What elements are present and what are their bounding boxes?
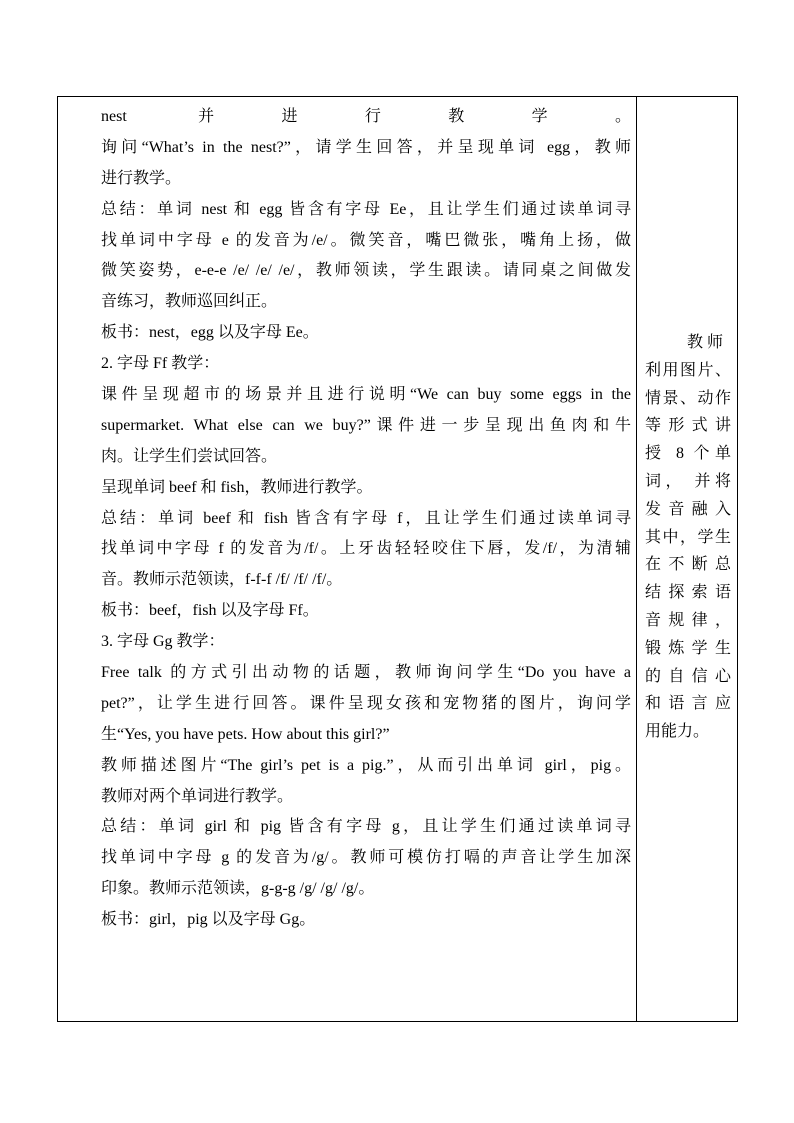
side-text-line: 情景、动作	[645, 389, 731, 407]
text-line: 找单词中字母 f 的发音为/f/。上牙齿轻轻咬住下唇，发/f/，为清辅	[101, 540, 631, 558]
text-line: 肉。让学生们尝试回答。	[101, 447, 278, 465]
side-text-line: 锻炼学生	[645, 639, 731, 657]
text-line: nest 并进行教学。	[101, 108, 631, 125]
text-line: 板书：beef，fish 以及字母 Ff。	[101, 602, 319, 620]
side-text-line: 结探索语	[645, 584, 731, 602]
text-line: supermarket. What else can we buy?”课件进一步呈现出鱼肉和牛	[101, 416, 631, 434]
text-line: 教师对两个单词进行教学。	[101, 787, 294, 805]
text-line: 音。教师示范领读，f-f-f /f/ /f/ /f/。	[101, 571, 343, 589]
text-line: 板书：nest，egg 以及字母 Ee。	[101, 324, 319, 342]
text-line: 呈现单词 beef 和 fish，教师进行教学。	[101, 478, 373, 496]
side-text-line: 词， 并将	[645, 472, 731, 490]
teaching-process-cell	[101, 102, 631, 936]
text-line: 找单词中字母 g 的发音为/g/。教师可模仿打嗝的声音让学生加深	[101, 849, 631, 867]
text-line: 板书：girl，pig 以及字母 Gg。	[101, 911, 316, 929]
text-line: 找单词中字母 e 的发音为/e/。微笑音，嘴巴微张，嘴角上扬，做	[101, 231, 631, 249]
text-line: 进行教学。	[101, 169, 182, 187]
text-line: 生“Yes, you have pets. How about this girl?”	[101, 725, 390, 743]
side-text-line: 其中，学生	[645, 528, 731, 546]
design-intent-cell	[645, 329, 731, 746]
column-divider	[636, 97, 637, 1021]
side-text-line: 等形式讲	[645, 417, 731, 435]
side-text-line: 和语言应	[645, 695, 731, 713]
side-text-line: 在不断总	[645, 556, 731, 574]
text-line: 询问“What’s in the nest?”，请学生回答，并呈现单词 egg，教师	[101, 138, 631, 156]
side-text-line: 教 师	[686, 334, 723, 351]
text-line: 总结：单词 girl 和 pig 皆含有字母 g，且让学生们通过读单词寻	[101, 818, 631, 836]
side-text-line: 用能力。	[645, 723, 710, 741]
text-line: 印象。教师示范领读，g-g-g /g/ /g/ /g/。	[101, 880, 375, 898]
side-text-line: 发音融入	[645, 500, 731, 518]
side-text-line: 音规律，	[645, 611, 731, 629]
side-text-line: 授 8 个单	[645, 445, 731, 463]
text-line: 总结：单词 nest 和 egg 皆含有字母 Ee，且让学生们通过读单词寻	[101, 200, 631, 218]
text-line: 微笑姿势，e-e-e /e/ /e/ /e/，教师领读，学生跟读。请同桌之间做发	[101, 262, 631, 280]
side-text-line: 的自信心	[645, 667, 731, 685]
text-line: Free talk 的方式引出动物的话题，教师询问学生“Do you have a	[101, 664, 631, 682]
text-line: 音练习，教师巡回纠正。	[101, 293, 278, 311]
text-line: 教师描述图片“The girl’s pet is a pig.”，从而引出单词 girl，pig。	[101, 756, 631, 774]
section-heading: 2. 字母 Ff 教学：	[101, 355, 220, 373]
section-heading: 3. 字母 Gg 教学：	[101, 633, 225, 651]
lesson-table	[57, 96, 738, 1022]
text-line: 总结：单词 beef 和 fish 皆含有字母 f，且让学生们通过读单词寻	[101, 509, 631, 527]
text-line: pet?”，让学生进行回答。课件呈现女孩和宠物猪的图片，询问学	[101, 694, 631, 712]
text-line: 课件呈现超市的场景并且进行说明“We can buy some eggs in the	[101, 386, 631, 404]
side-text-line: 利用图片、	[645, 361, 731, 379]
